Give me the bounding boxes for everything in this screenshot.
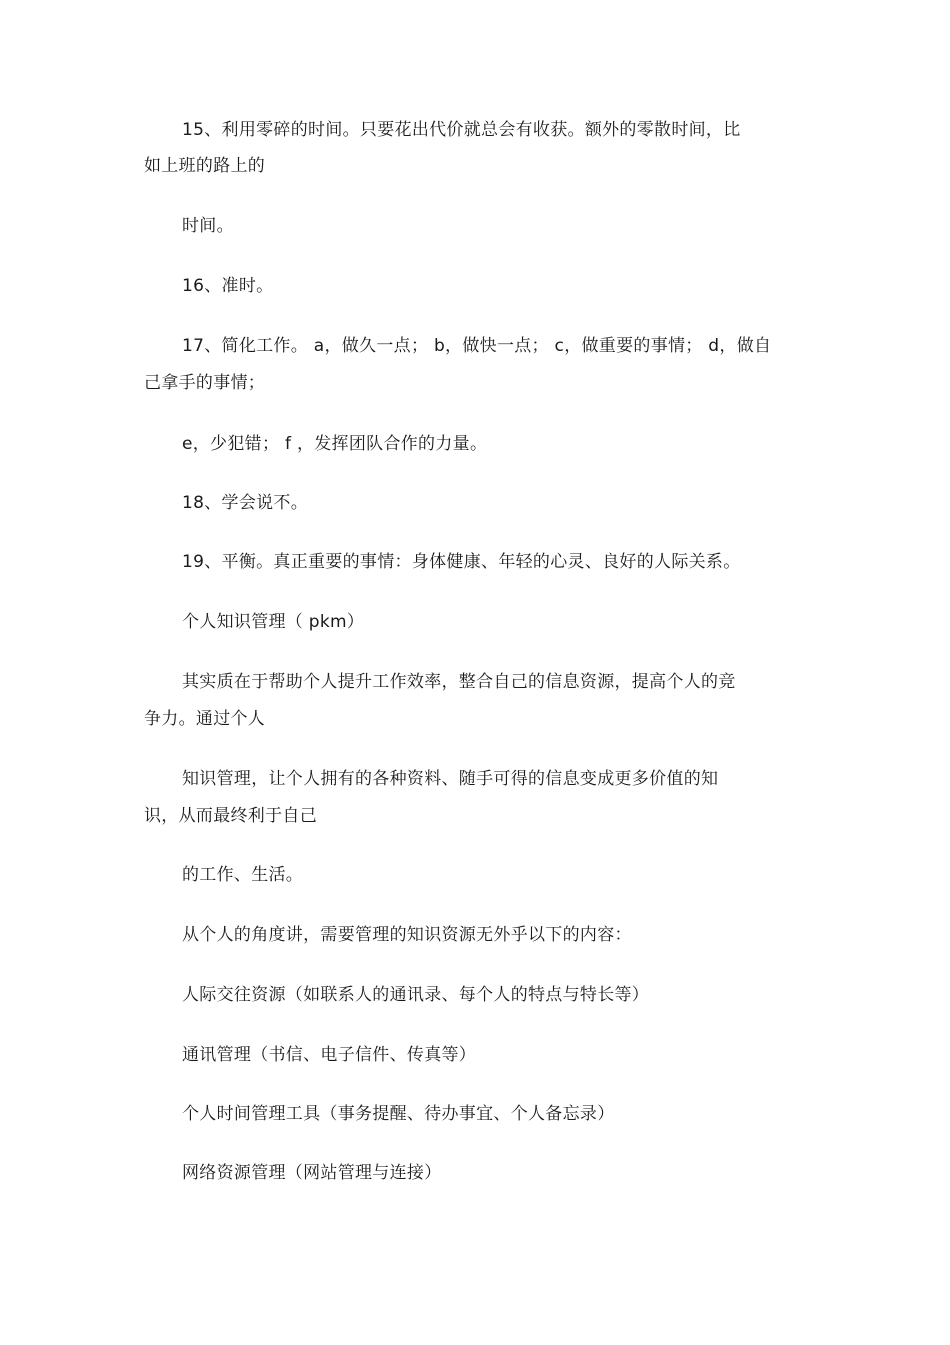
list-item: 网络资源管理（网站管理与连接）	[182, 1163, 442, 1183]
paragraph-line: 知识管理，让个人拥有的各种资料、随手可得的信息变成更多价值的知	[182, 769, 719, 789]
list-item: 人际交往资源（如联系人的通讯录、每个人的特点与特长等）	[182, 985, 650, 1005]
paragraph-line: 从个人的角度讲，需要管理的知识资源无外乎以下的内容：	[182, 925, 632, 945]
list-item: 通讯管理（书信、电子信件、传真等）	[182, 1045, 477, 1065]
paragraph-line: 己拿手的事情；	[144, 373, 266, 393]
paragraph-line: 18、学会说不。	[182, 493, 309, 513]
paragraph-line: 19、平衡。真正重要的事情：身体健康、年轻的心灵、良好的人际关系。	[182, 552, 741, 572]
paragraph-line: 15、利用零碎的时间。只要花出代价就总会有收获。额外的零散时间，比	[182, 120, 741, 140]
paragraph-line: 16、准时。	[182, 276, 274, 296]
paragraph-line: 识，从而最终利于自己	[144, 806, 317, 826]
paragraph-line: 时间。	[182, 216, 234, 236]
list-item: 个人时间管理工具（事务提醒、待办事宜、个人备忘录）	[182, 1104, 615, 1124]
paragraph-line: 如上班的路上的	[144, 156, 266, 176]
paragraph-line: 的工作、生活。	[182, 865, 304, 885]
paragraph-line: 17、简化工作。 a，做久一点； b，做快一点； c，做重要的事情； d，做自	[182, 336, 772, 356]
paragraph-line: 争力。通过个人	[144, 709, 266, 729]
paragraph-line: e，少犯错； f ，发挥团队合作的力量。	[182, 434, 488, 454]
section-heading: 个人知识管理（ pkm）	[182, 612, 365, 632]
paragraph-line: 其实质在于帮助个人提升工作效率，整合自己的信息资源，提高个人的竞	[182, 672, 736, 692]
